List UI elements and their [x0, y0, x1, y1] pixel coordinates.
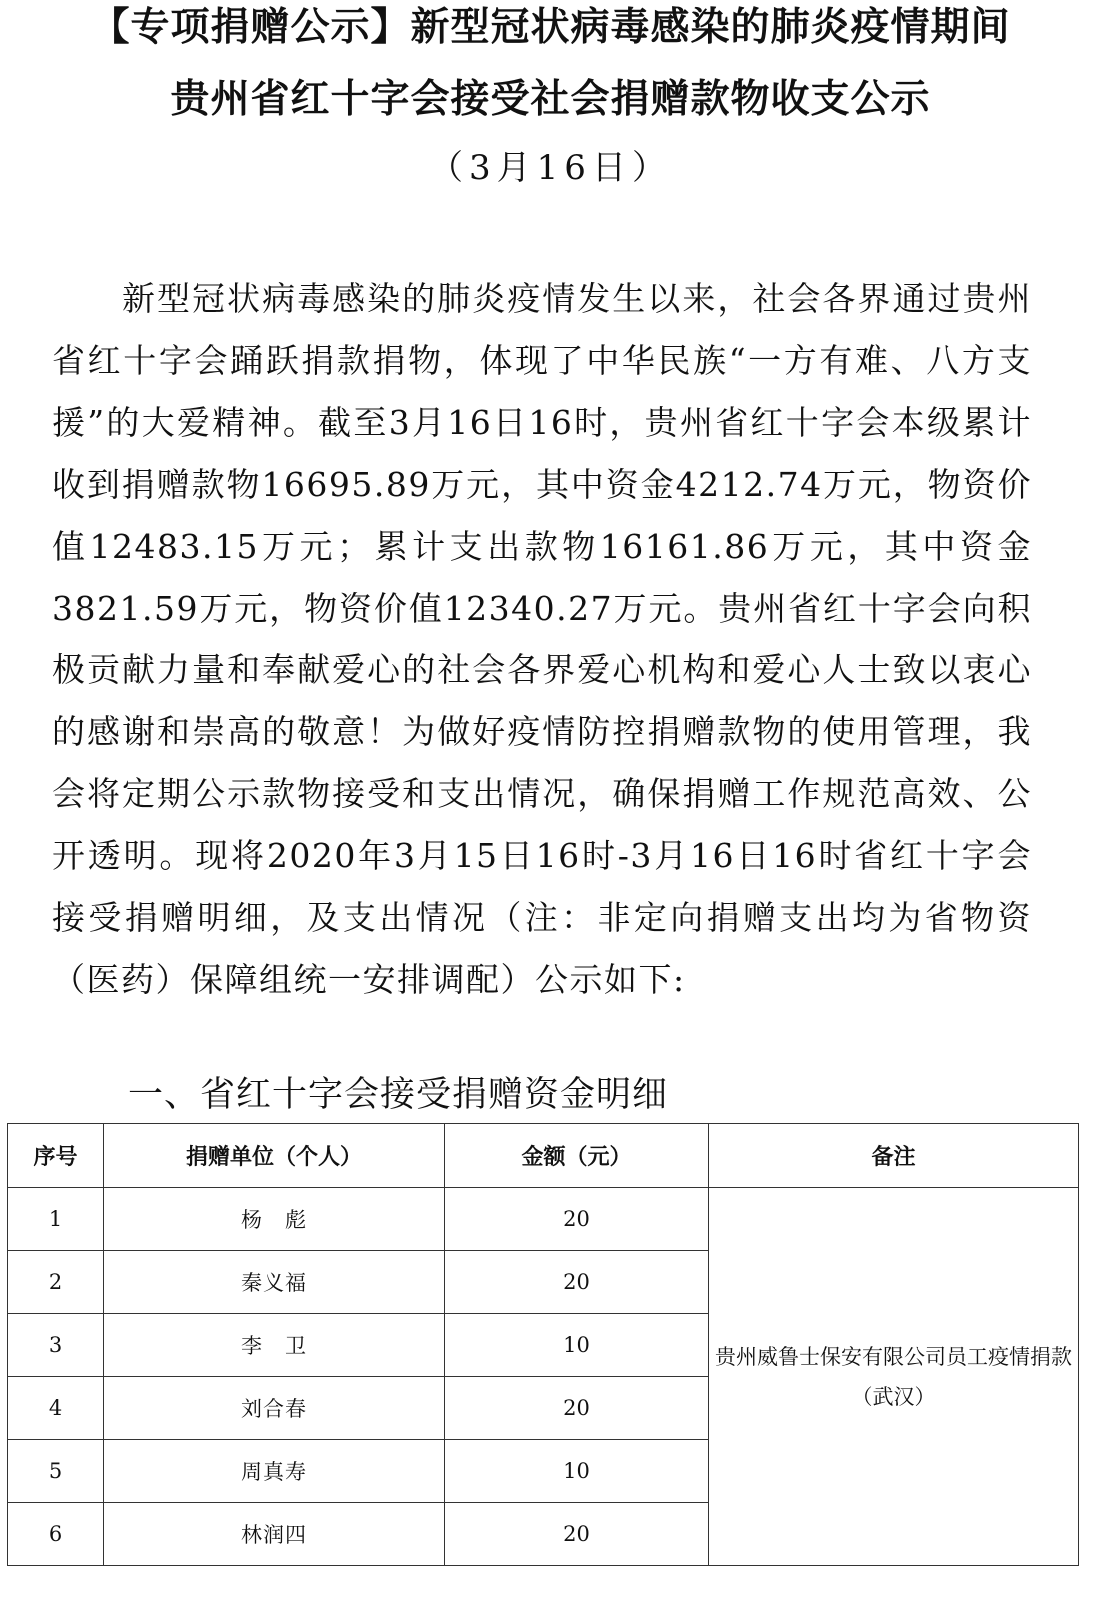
body-paragraph: 新型冠状病毒感染的肺炎疫情发生以来，社会各界通过贵州省红十字会踊跃捐款捐物，体现了中华民族“一方有难、八方支援”的大爱精神。截至3月16日16时，贵州省红十字会本级累计收到捐赠款物16695.89万元，其中资金4212.74万元，物资价值12483.15万元；累计支出款物16161.86万元，其中资金3821.59万元，物资价值12340.27万元。贵州省红十字会向积极贡献力量和奉献爱心的社会各界爱心机构和爱心人士致以衷心的感谢和崇高的敬意！为做好疫情防控捐赠款物的使用管理，我会将定期公示款物接受和支出情况，确保捐赠工作规范高效、公开透明。现将2020年3月15日16时-3月16日16时省红十字会接受捐赠明细，及支出情况（注：非定向捐赠支出均为省物资（医药）保障组统一安排调配）公示如下: — [52, 279, 1032, 999]
row-index: 3 — [8, 1314, 104, 1377]
document-title-line-2: 贵州省红十字会接受社会捐赠款物收支公示 — [170, 77, 931, 122]
row-amount: 20 — [445, 1503, 709, 1566]
row-index: 2 — [8, 1251, 104, 1314]
row-donor: 秦义福 — [104, 1251, 445, 1314]
row-amount: 10 — [445, 1440, 709, 1503]
document-date: （3月16日） — [429, 148, 672, 188]
row-donor: 杨 彪 — [104, 1188, 445, 1251]
row-amount: 20 — [445, 1188, 709, 1251]
table-row — [8, 1188, 1079, 1251]
row-index: 1 — [8, 1188, 104, 1251]
header-index: 序号 — [8, 1124, 104, 1188]
table-header-row — [8, 1124, 1079, 1188]
row-amount: 20 — [445, 1251, 709, 1314]
document-title-line-1: 【专项捐赠公示】新型冠状病毒感染的肺炎疫情期间 — [90, 5, 1011, 50]
row-amount: 10 — [445, 1314, 709, 1377]
row-donor: 刘合春 — [104, 1377, 445, 1440]
donation-table — [7, 1123, 1093, 1566]
row-index: 6 — [8, 1503, 104, 1566]
header-note: 备注 — [709, 1124, 1079, 1188]
header-amount: 金额（元） — [445, 1124, 709, 1188]
row-amount: 20 — [445, 1377, 709, 1440]
row-index: 4 — [8, 1377, 104, 1440]
merged-note-cell: 贵州威鲁士保安有限公司员工疫情捐款 （武汉） — [709, 1188, 1079, 1566]
header-donor: 捐赠单位（个人） — [104, 1124, 445, 1188]
section-heading: 一、省红十字会接受捐赠资金明细 — [128, 1075, 669, 1115]
row-donor: 李 卫 — [104, 1314, 445, 1377]
row-donor: 林润四 — [104, 1503, 445, 1566]
row-donor: 周真寿 — [104, 1440, 445, 1503]
row-index: 5 — [8, 1440, 104, 1503]
